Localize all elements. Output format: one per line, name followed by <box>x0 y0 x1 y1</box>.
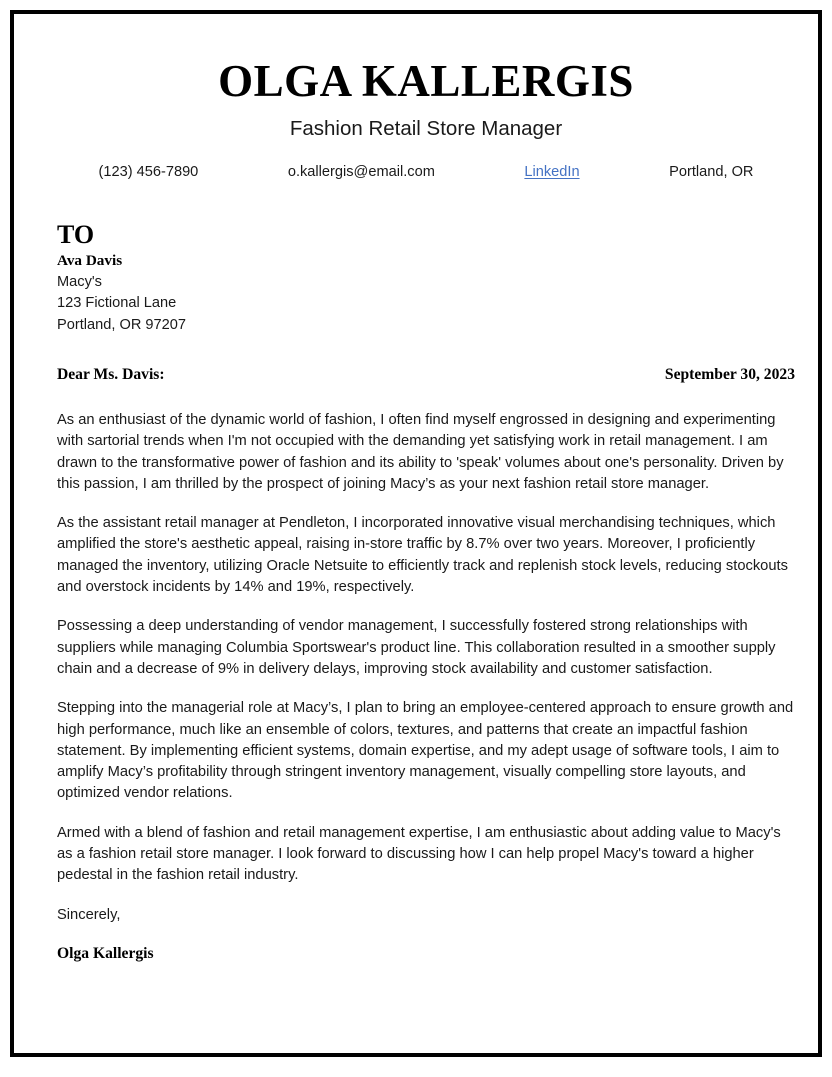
contact-email: o.kallergis@email.com <box>287 163 435 180</box>
contact-row <box>99 164 754 180</box>
signature-name: Olga Kallergis <box>57 944 154 962</box>
body-paragraph: As an enthusiast of the dynamic world of fashion, I often find myself engrossed in designing and experimenting with sartorial trends when I'm not occupied with the demanding yet satisfying work in retail management. I am drawn to the transformative power of fashion and its ability to 'speak' volumes about one's personality. Driven by this passion, I am thrilled by the prospect of joining Macy’s as your next fashion retail store manager. <box>57 412 784 492</box>
recipient-name: Ava Davis <box>57 252 123 270</box>
candidate-job-title: Fashion Retail Store Manager <box>289 117 563 141</box>
recipient-street: 123 Fictional Lane <box>57 295 177 312</box>
letter-header <box>57 58 795 180</box>
recipient-heading: TO <box>57 219 95 249</box>
contact-phone: (123) 456-7890 <box>98 163 199 180</box>
contact-linkedin-link[interactable]: LinkedIn <box>524 163 580 180</box>
closing-salutation: Sincerely, <box>57 906 121 923</box>
body-paragraph: As the assistant retail manager at Pendleton, I incorporated innovative visual merchandising techniques, which amplified the store's aesthetic appeal, raising in-store traffic by 8.7% over two years. Moreover, I proficiently managed the inventory, utilizing Oracle Netsuite to efficiently track and replenish stock levels, reducing stockouts and overstock incidents by 14% and 19%, respectively. <box>57 515 788 596</box>
body-paragraph: Armed with a blend of fashion and retail management expertise, I am enthusiastic about adding value to Macy's as a fashion retail store manager. I look forward to discussing how I can help propel Macy's toward a higher pedestal in the fashion retail industry. <box>57 824 781 884</box>
recipient-company: Macy's <box>57 274 102 291</box>
salutation: Dear Ms. Davis: <box>57 366 165 383</box>
letter-body <box>57 410 795 964</box>
recipient-block <box>57 221 795 336</box>
candidate-name: OLGA KALLERGIS <box>218 56 634 106</box>
letter-date: September 30, 2023 <box>664 366 795 383</box>
contact-location: Portland, OR <box>669 163 754 180</box>
body-paragraph: Possessing a deep understanding of vendor management, I successfully fostered strong relationships with suppliers while managing Columbia Sportswear's product line. This collaboration resulted in a smoother supply chain and a decrease of 9% in delivery delays, improving stock availability and customer satisfaction. <box>57 618 776 677</box>
salutation-row <box>57 366 795 384</box>
recipient-city-state-zip: Portland, OR 97207 <box>57 316 186 333</box>
body-paragraph: Stepping into the managerial role at Macy’s, I plan to bring an employee-centered approach to ensure growth and high performance, much like an ensemble of colors, textures, and patterns that create an impactful fashion statement. By implementing efficient systems, domain expertise, and my adept usage of software tools, I aim to amplify Macy’s profitability through stringent inventory management, visually compelling store layouts, and optimized vendor relations. <box>57 700 794 802</box>
letter-content <box>10 10 832 1077</box>
